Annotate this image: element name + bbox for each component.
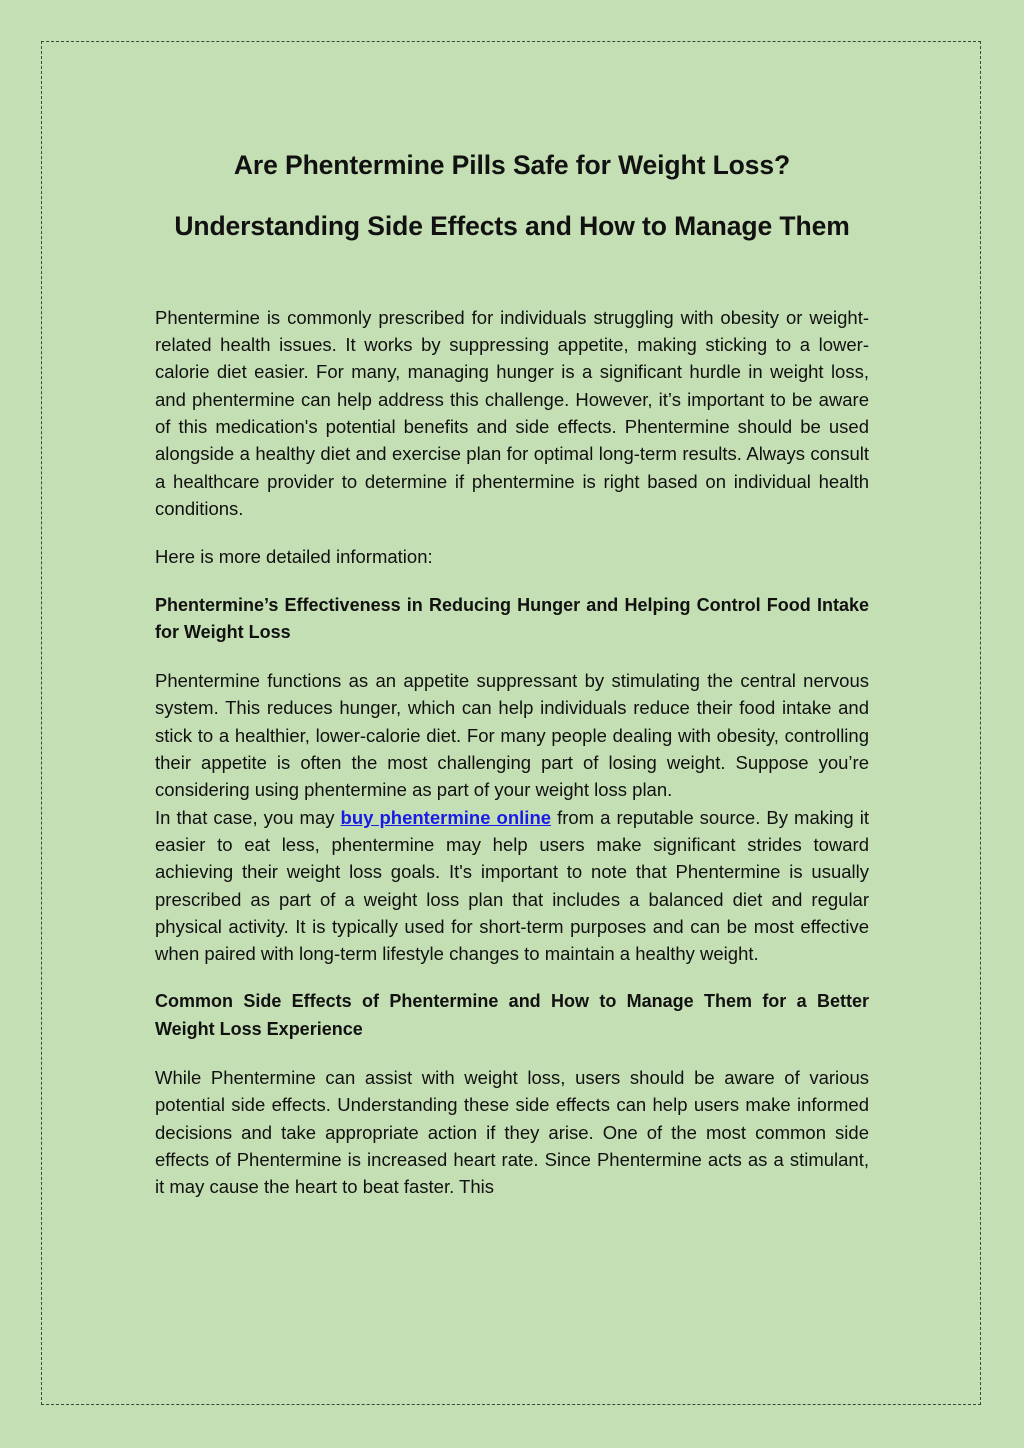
section1-paragraph1: Phentermine functions as an appetite suppressant by stimulating the central nervous system. This reduces hunger, which can help individuals reduce their food intake and stick to a healthier, lower-calorie diet. For many people dealing with obesity, controlling their appetite is often the most challenging part of losing weight. Suppose you’re considering using phentermine as part of your weight loss plan. [155,670,869,801]
section1-heading: Phentermine’s Effectiveness in Reducing Hunger and Helping Control Food Intake for Weight Loss [155,594,869,642]
section1-paragraph2-rest: from a reputable source. By making it easier to eat less, phentermine may help users make significant strides toward achieving their weight loss goals. It's important to note that Phentermine is usually prescribed as part of a weight loss plan that includes a balanced diet and regular physical activity. It is typically used for short-term purposes and can be most effective when paired with long-term lifestyle changes to maintain a healthy weight. [155,806,869,965]
section2-paragraph1: While Phentermine can assist with weight loss, users should be aware of various potential side effects. Understanding these side effects can help users make informed decisions and take appropriate action if they arise. One of the most common side effects of Phentermine is increased heart rate. Since Phentermine acts as a stimulant, it may cause the heart to beat faster. This [155,1067,869,1198]
section1-paragraph2-lead: In that case, you may [155,806,341,828]
buy-phentermine-link[interactable]: buy phentermine online [340,806,552,828]
section1-paragraph2 [155,804,869,968]
intro-paragraph: Phentermine is commonly prescribed for individuals struggling with obesity or weight-related health issues. It works by suppressing appetite, making sticking to a lower-calorie diet easier. For many, managing hunger is a significant hurdle in weight loss, and phentermine can help address this challenge. However, it’s important to be aware of this medication's potential benefits and side effects. Phentermine should be used alongside a healthy diet and exercise plan for optimal long-term results. Always consult a healthcare provider to determine if phentermine is right based on individual health conditions. [155,306,869,519]
document-title: Are Phentermine Pills Safe for Weight Loss? [233,150,791,180]
document-body [155,140,869,1200]
more-info-text: Here is more detailed information: [155,546,433,568]
section2-heading: Common Side Effects of Phentermine and How to Manage Them for a Better Weight Loss Experience [155,991,869,1039]
document-subtitle: Understanding Side Effects and How to Manage Them [174,211,850,242]
